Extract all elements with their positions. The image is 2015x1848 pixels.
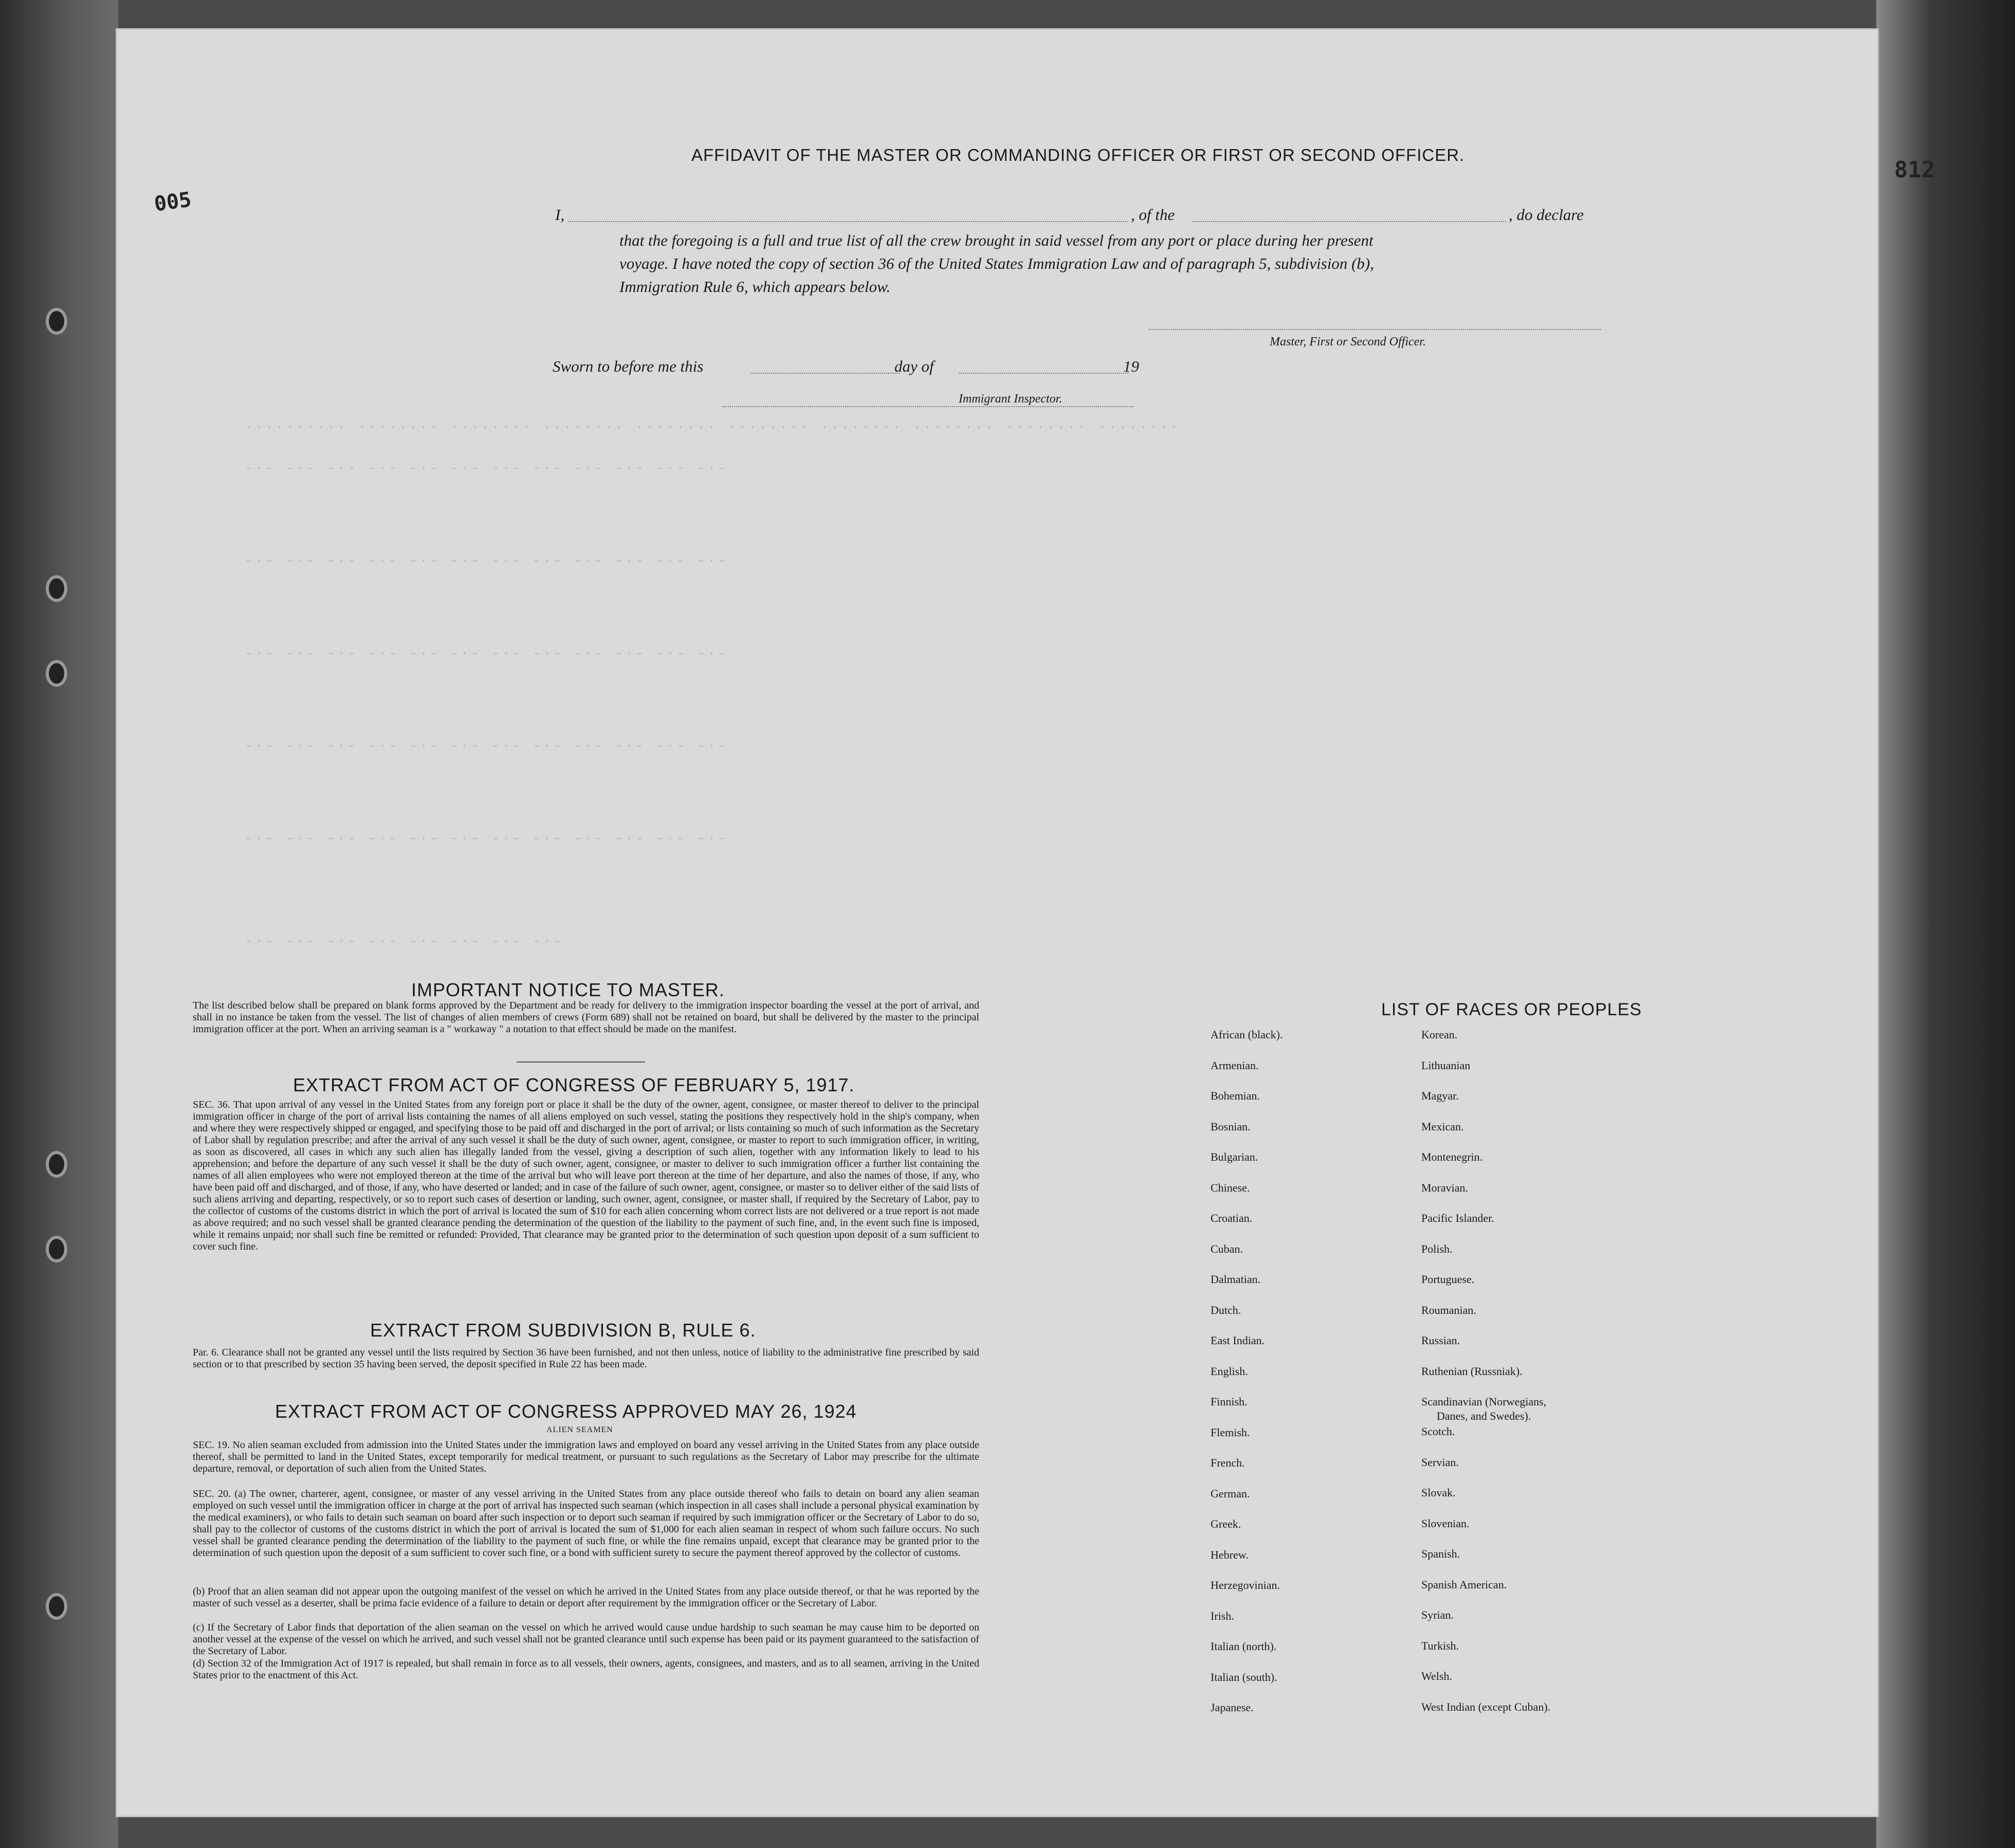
- race-item: Roumanian.: [1421, 1303, 1476, 1316]
- master-signature-label: Master, First or Second Officer.: [1270, 335, 1426, 349]
- affidavit-line3: voyage. I have noted the copy of section 36 of the United States Immigration Law and of paragraph 5, subdivision (b),: [619, 254, 1374, 272]
- sec19-text: SEC. 19. No alien seaman excluded from admission into the United States under the immigration laws and employed on board any vessel arriving in the United States from any place outside thereof, shall be permitted to land in the United States, except temporarily for medical treatment, or pursuant to such regulations as the Secretary of Labor may prescribe for the ultimate departure, removal, or deportation of such alien from the United States.: [193, 1439, 979, 1474]
- race-item: Ruthenian (Russniak).: [1421, 1364, 1523, 1378]
- extract-1924-heading: EXTRACT FROM ACT OF CONGRESS APPROVED MAY 26, 1924: [275, 1401, 857, 1422]
- day-of-text: day of: [894, 357, 934, 375]
- binder-hole: [49, 1596, 64, 1617]
- name-blank: [568, 221, 1128, 222]
- affidavit-heading: AFFIDAVIT OF THE MASTER OR COMMANDING OFFICER OR FIRST OR SECOND OFFICER.: [691, 145, 1465, 164]
- rule6-heading: EXTRACT FROM SUBDIVISION B, RULE 6.: [370, 1320, 756, 1341]
- race-item: Danes, and Swedes).: [1437, 1410, 1531, 1422]
- race-item: Bohemian.: [1211, 1089, 1260, 1102]
- sec20c-text: (c) If the Secretary of Labor finds that deportation of the alien seaman on the vessel on which he arrived would cause undue hardship to such seaman he may cause him to be deported on another vessel at the expense of the vessel on which he arrived, and such vessel shall not be granted clearance until such expense has been paid or its payment guaranteed to the satisfaction of the Secretary of Labor.: [193, 1622, 979, 1657]
- day-blank: [750, 373, 900, 374]
- affidavit-of-the: , of the: [1131, 206, 1175, 224]
- notice-heading: IMPORTANT NOTICE TO MASTER.: [411, 979, 725, 1000]
- race-item: German.: [1211, 1487, 1250, 1500]
- race-item: Scotch.: [1421, 1425, 1455, 1438]
- race-item: Moravian.: [1421, 1181, 1469, 1194]
- bleed-through-text: -·- -·- -·- -·- -·- -·- -·- -·- -·- -·- -·- -·-: [244, 460, 728, 478]
- race-item: Armenian.: [1211, 1058, 1259, 1072]
- bleed-through-text: -·- -·- -·- -·- -·- -·- -·- -·- -·- -·- -·- -·-: [244, 830, 728, 848]
- races-heading: LIST OF RACES OR PEOPLES: [1381, 1000, 1642, 1019]
- race-item: Korean.: [1421, 1028, 1458, 1041]
- race-item: Greek.: [1211, 1517, 1241, 1530]
- race-item: Hebrew.: [1211, 1548, 1249, 1561]
- race-item: Irish.: [1211, 1609, 1234, 1622]
- sec20a-text: SEC. 20. (a) The owner, charterer, agent, consignee, or master of any vessel arriving in the United States from any place outside thereof who fails to detain on board any alien seaman employed on such vessel until the immigration officer in charge at the port of arrival has inspected such seaman (which inspection in all cases shall include a personal physical examination by the medical examiners), or who fails to detain such seaman on board after such inspection or to deport such seaman if required by such immigration officer or the Secretary of Labor to do so, shall pay to the collector of customs of the customs district in which the port of arrival is located the sum of $1,000 for each alien seaman in respect of whom such failure occurs. No such vessel shall be granted clearance pending the determination of the liability to the payment of such fine, or while the fine remains unpaid, except that clearance may be granted prior to the determination of such question upon the deposit of a sum sufficient to cover such fine, or a bond with sufficient surety to secure the payment thereof approved by the collector of customs.: [193, 1488, 979, 1559]
- sec20d-text: (d) Section 32 of the Immigration Act of 1917 is repealed, but shall remain in force as to all vessels, their owners, agents, consignees, and masters, and as to all seamen, arriving in the United States prior to the enactment of this Act.: [193, 1658, 979, 1681]
- month-blank: [959, 373, 1128, 374]
- race-item: Polish.: [1421, 1242, 1453, 1255]
- race-item: Herzegovinian.: [1211, 1579, 1280, 1591]
- binder-hole: [49, 578, 64, 599]
- extract-1924-subheading: ALIEN SEAMEN: [546, 1425, 613, 1434]
- race-item: Chinese.: [1211, 1181, 1250, 1194]
- binder-strip: [0, 0, 118, 1848]
- affidavit-line2: that the foregoing is a full and true list of all the crew brought in said vessel from any port or place during her present: [619, 231, 1373, 249]
- rule6-text: Par. 6. Clearance shall not be granted any vessel until the lists required by Section 36 have been furnished, and not then unless, notice of liability to the administrative fine prescribed by said section or to that prescribed by section 35 having been served, the deposit specified in Rule 22 has been made.: [193, 1347, 979, 1370]
- race-item: Turkish.: [1421, 1639, 1459, 1652]
- binder-hole: [49, 1154, 64, 1175]
- race-item: Magyar.: [1421, 1089, 1459, 1102]
- sworn-text: Sworn to before me this: [553, 357, 704, 375]
- extract-1917-heading: EXTRACT FROM ACT OF CONGRESS OF FEBRUARY 5, 1917.: [293, 1074, 855, 1095]
- race-item: Syrian.: [1421, 1608, 1454, 1622]
- bleed-through-text: -·- -·- -·- -·- -·- -·- -·- -·- -·- -·- -·- -·-: [244, 645, 728, 663]
- race-item: Spanish American.: [1421, 1578, 1507, 1591]
- notice-text: The list described below shall be prepared on blank forms approved by the Department and be ready for delivery to the immigration inspector boarding the vessel at the port of arrival, and shall in no instance be taken from the vessel. The list of changes of alien members of crews (Form 689) shall not be retained on board, but shall be delivered by the master to the principal immigration officer at the port. When an arriving seaman is a " workaway " a notation to that effect should be made on the manifest.: [193, 1000, 979, 1035]
- bleed-through-text: -·- -·- -·- -·- -·- -·- -·- -·- -·- -·- -·- -·-: [244, 553, 728, 570]
- race-item: Dalmatian.: [1211, 1273, 1261, 1286]
- form-page: [116, 28, 1935, 1817]
- race-item: African (black).: [1211, 1028, 1283, 1041]
- inspector-label: Immigrant Inspector.: [959, 392, 1063, 406]
- sec20b-text: (b) Proof that an alien seaman did not appear upon the outgoing manifest of the vessel on which he arrived in the United States from any place outside thereof, or that he was reported by the master of such vessel as a deserter, shall be prima facie evidence of a failure to detain or deport after requirement by the immigration officer or the Secretary of Labor.: [193, 1586, 979, 1609]
- binder-hole: [49, 311, 64, 332]
- inspector-signature-line: [722, 406, 1133, 407]
- race-item: Welsh.: [1421, 1670, 1452, 1683]
- race-item: Finnish.: [1211, 1395, 1248, 1408]
- race-item: English.: [1211, 1364, 1248, 1378]
- race-item: Montenegrin.: [1421, 1150, 1483, 1163]
- binder-hole: [49, 1239, 64, 1259]
- affidavit-line4: Immigration Rule 6, which appears below.: [619, 278, 891, 296]
- race-item: Servian.: [1421, 1455, 1459, 1469]
- race-item: Dutch.: [1211, 1303, 1241, 1316]
- race-item: Bosnian.: [1211, 1120, 1251, 1133]
- page-number-stamp: 812: [1894, 157, 1935, 183]
- affidavit-i: I,: [555, 206, 565, 224]
- race-item: Slovak.: [1421, 1486, 1456, 1499]
- race-item: Pacific Islander.: [1421, 1212, 1494, 1224]
- race-item: French.: [1211, 1456, 1245, 1469]
- bleed-through-text: -·- -·- -·- -·- -·- -·- -·- -·- -·- -·- -·- -·-: [244, 738, 728, 755]
- race-item: Cuban.: [1211, 1242, 1243, 1255]
- year-prefix: 19: [1123, 357, 1139, 375]
- race-item: East Indian.: [1211, 1334, 1265, 1347]
- race-item: Portuguese.: [1421, 1273, 1475, 1286]
- dark-edge: [1876, 0, 2015, 1848]
- race-item: Mexican.: [1421, 1120, 1464, 1133]
- affidavit-declare: , do declare: [1509, 206, 1584, 224]
- race-item: Italian (south).: [1211, 1670, 1277, 1684]
- race-item: Russian.: [1421, 1334, 1460, 1347]
- handwritten-mark: 005: [153, 188, 193, 216]
- race-item: Croatian.: [1211, 1212, 1253, 1224]
- race-item: Italian (north).: [1211, 1640, 1277, 1653]
- extract-1917-text: SEC. 36. That upon arrival of any vessel in the United States from any foreign port or place it shall be the duty of the owner, agent, consignee, or master thereof to deliver to the principal immigration officer in charge of the port of arrival lists containing the names of all aliens employed on such vessel, stating the positions they respectively hold in the ship's company, when and where they were respectively shipped or engaged, and specifying those to be paid off and discharged in the port of arrival; or lists containing so much of such information as the Secretary of Labor shall by regulation prescribe; and after the arrival of any such vessel it shall be the duty of such owner, agent, consignee, or master to report to such immigration officer, in writing, as soon as discovered, all cases in which any such alien has illegally landed from the vessel, giving a description of such alien, together with any information likely to lead to his apprehension; and before the departure of any such vessel it shall be the duty of such owner, agent, consignee, or master to deliver to such immigration officer a further list containing the names of all alien employees who were not employed thereon at the time of the arrival but who will leave port thereon at the time of her departure, and also the names of those, if any, who have been paid off and discharged, and of those, if any, who have deserted or landed; and in case of the failure of such owner, agent, consignee, or master so to deliver either of the said lists of such aliens arriving and departing, respectively, or so to report such cases of desertion or landing, such owner, agent, consignee, or master shall, if required by the Secretary of Labor, pay to the collector of customs of the customs district in which the port of arrival is located the sum of $10 for each alien concerning whom correct lists are not delivered or a true report is not made as above required; and no such vessel shall be granted clearance pending the determination of the question of the liability to the payment of such fine, and, in the event such fine is imposed, while it remains unpaid; nor shall such fine be remitted or refunded: Provided, That clearance may be granted prior to the determination of such question upon deposit of a sum sufficient to cover such fine.: [193, 1099, 979, 1252]
- bleed-through-text: -·- -·- -·- -·- -·- -·- -·- -·-: [244, 933, 563, 950]
- divider: [517, 1062, 645, 1063]
- race-item: Spanish.: [1421, 1547, 1460, 1561]
- master-signature-line: [1149, 329, 1601, 330]
- race-item: Bulgarian.: [1211, 1150, 1258, 1163]
- race-item: Slovenian.: [1421, 1516, 1470, 1530]
- binder-hole: [49, 663, 64, 684]
- race-item: Flemish.: [1211, 1425, 1250, 1439]
- race-item: West Indian (except Cuban).: [1421, 1700, 1551, 1713]
- race-item: Scandinavian (Norwegians,: [1421, 1395, 1547, 1408]
- bleed-through-text: ·········· ········ ········ ········ ········ ········ ········ ········ ········ ········: [244, 419, 1180, 436]
- race-item: Japanese.: [1211, 1701, 1254, 1714]
- vessel-blank: [1193, 221, 1506, 222]
- race-item: Lithuanian: [1421, 1058, 1471, 1072]
